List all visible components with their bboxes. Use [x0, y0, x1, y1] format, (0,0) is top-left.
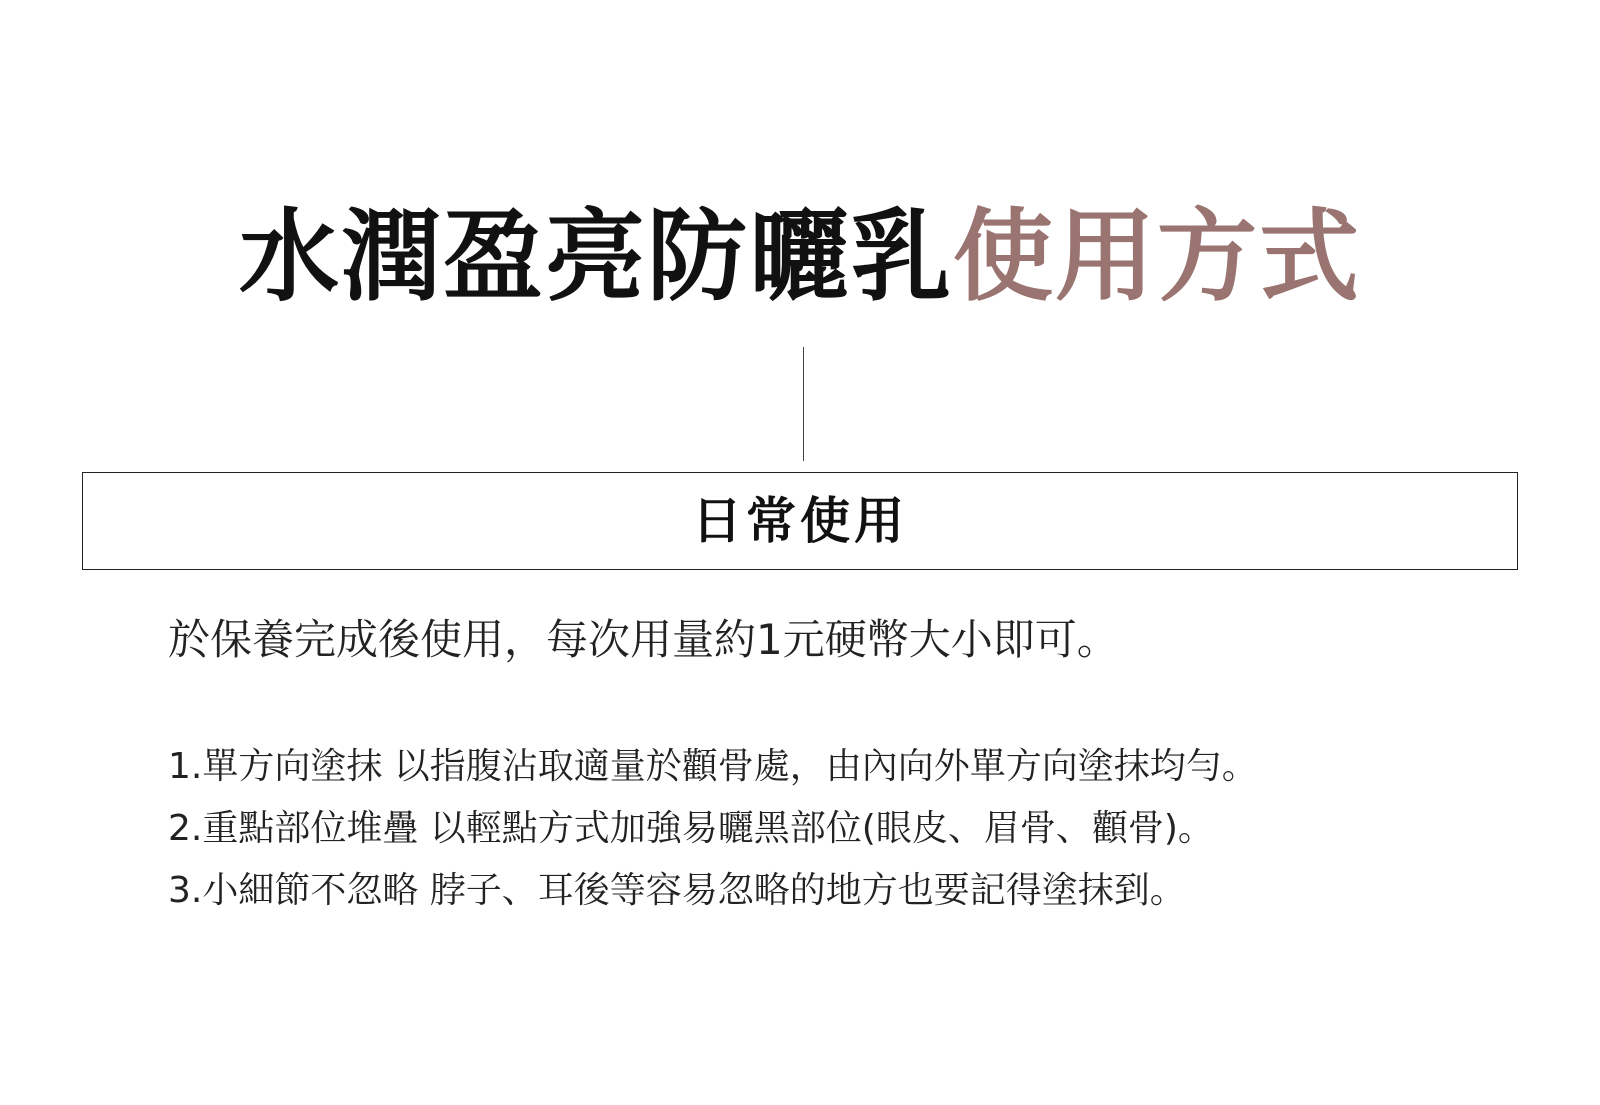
step-item: 2.重點部位堆疊 以輕點方式加強易曬黑部位(眼皮、眉骨、顴骨)。 [168, 808, 1214, 849]
steps-list [168, 736, 1258, 922]
section-header-box [82, 472, 1518, 570]
vertical-divider [803, 347, 804, 461]
section-heading: 日常使用 [692, 491, 908, 550]
page-title [0, 196, 1600, 316]
title-accent: 使用方式 [953, 197, 1361, 315]
product-name: 水潤盈亮防曬乳 [239, 197, 953, 315]
step-item: 1.單方向塗抹 以指腹沾取適量於顴骨處，由內向外單方向塗抹均勻。 [168, 746, 1258, 787]
intro-text: 於保養完成後使用，每次用量約1元硬幣大小即可。 [168, 615, 1119, 664]
step-item: 3.小細節不忽略 脖子、耳後等容易忽略的地方也要記得塗抹到。 [168, 870, 1186, 911]
